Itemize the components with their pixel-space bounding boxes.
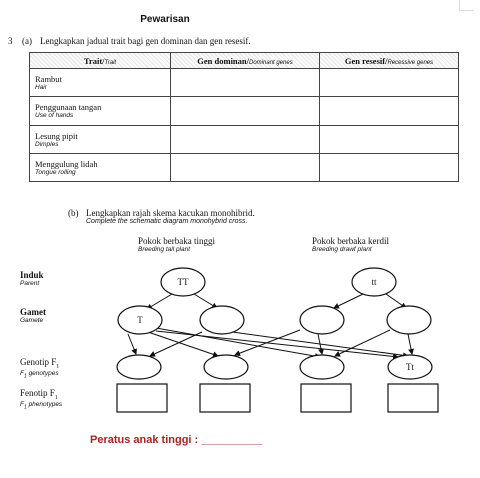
page-corner-mark [459,0,474,11]
phenotype-box[interactable] [388,384,438,412]
genotype-value: Tt [406,362,414,372]
row-label-phenotype: Fenotip $F_1$ $F_1$ phenotypes [20,388,63,411]
arrow [194,294,217,308]
left-parent-heading: Pokok berbaka tinggi Breeding tall plant [138,236,215,253]
arrow [128,334,136,354]
trait-cell: Lesung pipit Dimples [30,125,171,153]
phenotype-box[interactable] [301,384,351,412]
row-label-genotype: Genotip $F_1$ $F_1$ genotypes [20,357,60,380]
arrow [147,294,172,309]
trait-cell: Rambut Hair [30,69,171,97]
diagram-arrows [128,294,412,357]
gamete-node[interactable] [300,306,344,334]
question-number: 3 [8,36,13,46]
row-label-parent: Induk Parent [20,270,44,287]
header-dominant: Gen dominan/Dominant genes [171,53,320,69]
page-title: Pewarisan [140,14,190,25]
part-b-label: (b) [68,208,79,218]
phenotype-box[interactable] [117,384,167,412]
gamete-allele: T [137,315,143,325]
part-b-text: Lengkapkan rajah skema kacukan monohibrid. Complete the schematic diagram monohybrid cross. [86,208,255,225]
part-a-text: Lengkapkan jadual trait bagi gen dominan dan gen resesif. [40,36,251,46]
header-recessive: Gen resesif/Recessive genes [320,53,459,69]
gamete-node[interactable] [387,306,431,334]
gamete-node[interactable] [200,306,244,334]
parent-genotype-right: tt [371,277,377,287]
trait-cell: Penggunaan tangan Use of hands [30,97,171,125]
parent-genotype-left: TT [177,277,189,287]
arrow [408,334,412,354]
genotype-node[interactable] [204,355,248,379]
right-parent-heading: Pokok berbaka kerdil Breeding drawf plant [312,236,389,253]
arrow [156,331,398,357]
trait-cell: Menggulung lidah Tongue rolling [30,153,171,181]
tall-offspring-percentage-prompt[interactable]: Peratus anak tinggi : __________ [90,434,263,446]
genotype-node[interactable] [117,355,161,379]
part-a-label: (a) [22,36,32,46]
header-trait: Trait/Trait [30,53,171,69]
phenotype-box[interactable] [200,384,250,412]
row-label-gamete: Gamet Gamete [20,307,46,324]
arrow [334,294,363,308]
genotype-node[interactable] [300,355,344,379]
